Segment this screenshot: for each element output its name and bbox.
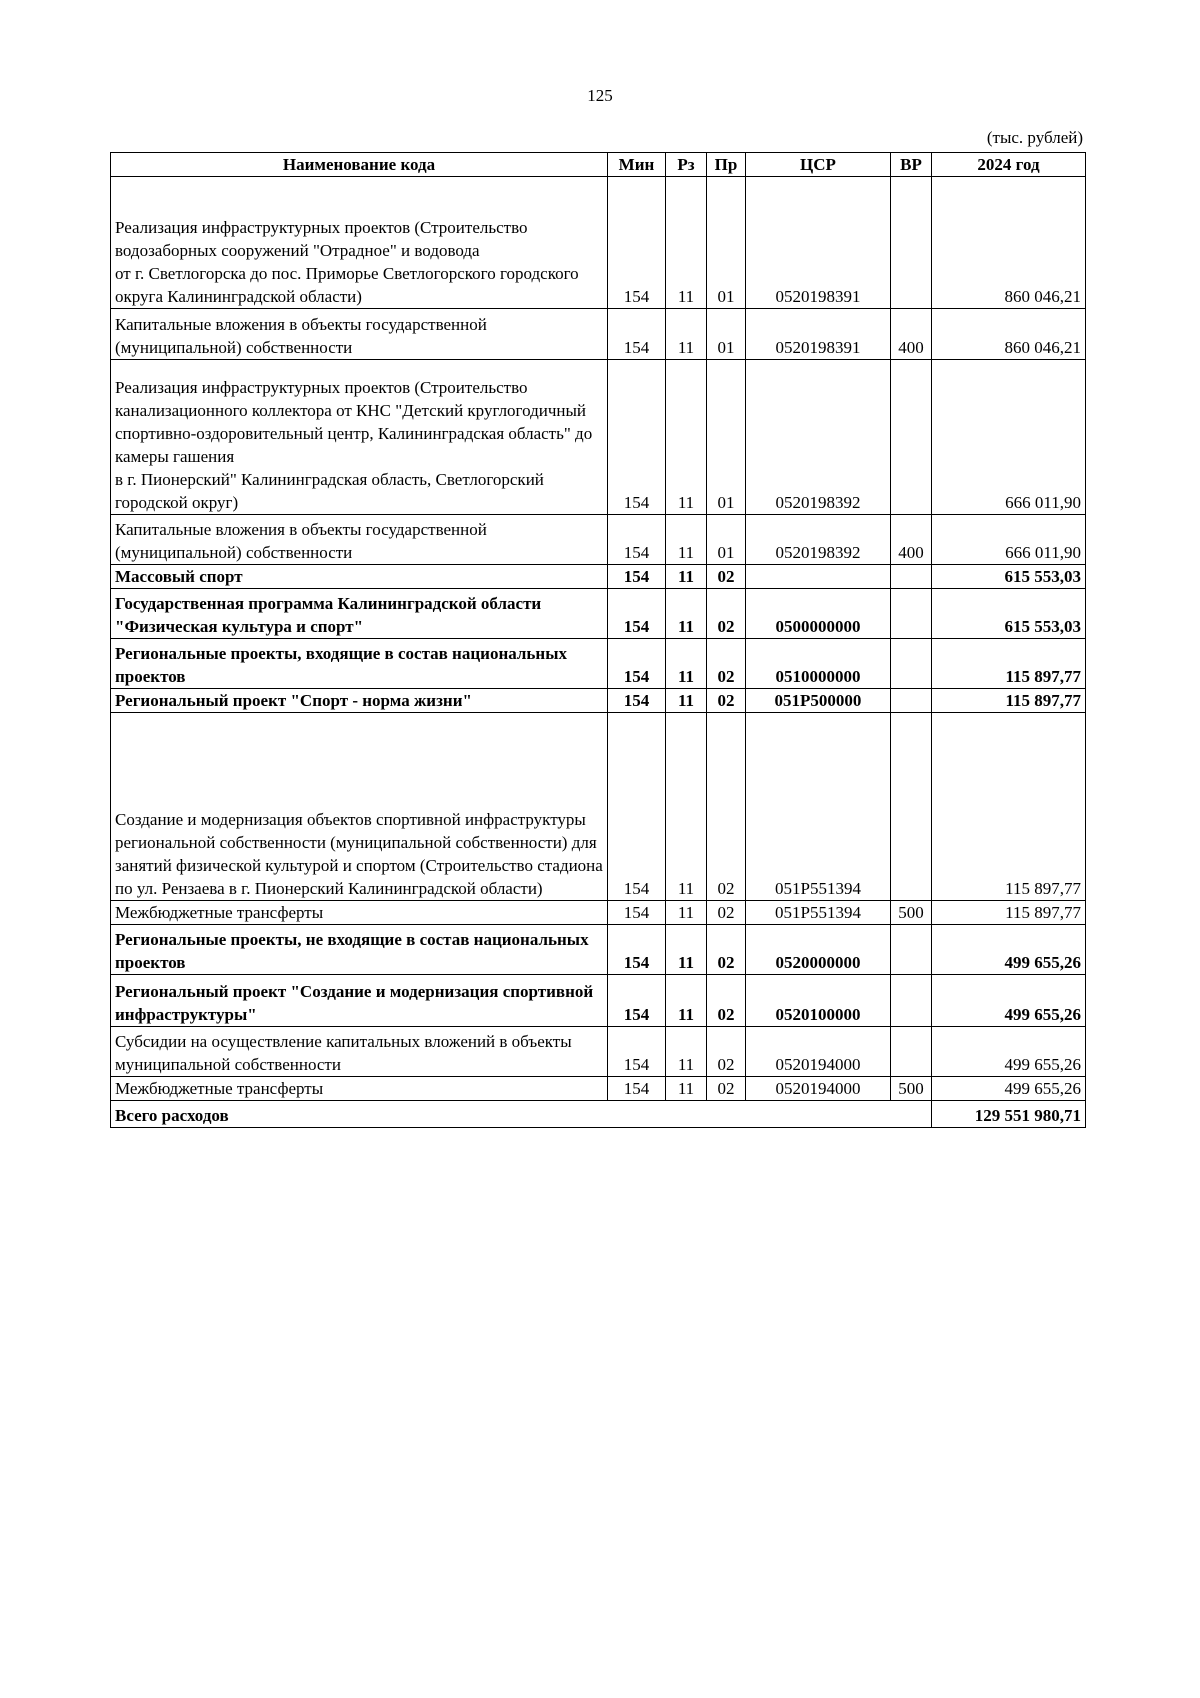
- row-name: Региональные проекты, входящие в состав национальных проектов: [111, 639, 608, 689]
- row-pr: 01: [707, 309, 746, 360]
- row-rz: 11: [666, 360, 707, 515]
- row-rz: 11: [666, 975, 707, 1027]
- row-amount: 499 655,26: [932, 925, 1086, 975]
- row-rz: 11: [666, 713, 707, 901]
- row-pr: 02: [707, 1077, 746, 1101]
- row-rz: 11: [666, 689, 707, 713]
- row-vr: [891, 925, 932, 975]
- row-min: 154: [608, 1027, 666, 1077]
- row-name: Капитальные вложения в объекты государственной (муниципальной) собственности: [111, 309, 608, 360]
- header-name: Наименование кода: [111, 153, 608, 177]
- row-rz: 11: [666, 309, 707, 360]
- row-amount: 115 897,77: [932, 689, 1086, 713]
- row-min: 154: [608, 975, 666, 1027]
- row-amount: 615 553,03: [932, 565, 1086, 589]
- table-header-row: [111, 153, 1086, 177]
- row-csr: 0520194000: [746, 1077, 891, 1101]
- row-name: Региональный проект "Спорт - норма жизни": [111, 689, 608, 713]
- row-csr: 0520198392: [746, 360, 891, 515]
- header-rz: Рз: [666, 153, 707, 177]
- row-csr: 051P551394: [746, 713, 891, 901]
- row-min: 154: [608, 309, 666, 360]
- row-pr: 02: [707, 925, 746, 975]
- row-rz: 11: [666, 515, 707, 565]
- table-row: [111, 565, 1086, 589]
- row-rz: 11: [666, 589, 707, 639]
- header-amount: 2024 год: [932, 153, 1086, 177]
- row-name: Капитальные вложения в объекты государственной (муниципальной) собственности: [111, 515, 608, 565]
- row-min: 154: [608, 925, 666, 975]
- row-min: 154: [608, 1077, 666, 1101]
- row-rz: 11: [666, 901, 707, 925]
- table-row: [111, 1077, 1086, 1101]
- row-name: Межбюджетные трансферты: [111, 1077, 608, 1101]
- row-rz: 11: [666, 565, 707, 589]
- row-amount: 666 011,90: [932, 515, 1086, 565]
- table-row: [111, 1027, 1086, 1077]
- row-csr: 0500000000: [746, 589, 891, 639]
- row-vr: [891, 639, 932, 689]
- row-csr: 0520198391: [746, 177, 891, 309]
- row-pr: 02: [707, 713, 746, 901]
- table-row: [111, 309, 1086, 360]
- row-pr: 01: [707, 360, 746, 515]
- row-pr: 02: [707, 565, 746, 589]
- row-csr: 0510000000: [746, 639, 891, 689]
- table-row: [111, 925, 1086, 975]
- row-vr: [891, 975, 932, 1027]
- table-row: [111, 689, 1086, 713]
- row-vr: [891, 177, 932, 309]
- row-vr: 400: [891, 515, 932, 565]
- row-amount: 615 553,03: [932, 589, 1086, 639]
- row-rz: 11: [666, 639, 707, 689]
- row-min: 154: [608, 639, 666, 689]
- row-pr: 02: [707, 589, 746, 639]
- row-rz: 11: [666, 1077, 707, 1101]
- row-name: Создание и модернизация объектов спортивной инфраструктуры региональной собственности (муниципальной собственности) для занятий физической культурой и спортом (Строительство стадиона по ул. Рензаева в г. Пионерский Калининградской области): [111, 713, 608, 901]
- row-name: Государственная программа Калининградской области "Физическая культура и спорт": [111, 589, 608, 639]
- budget-table: [110, 152, 1086, 1128]
- row-csr: [746, 565, 891, 589]
- row-amount: 499 655,26: [932, 975, 1086, 1027]
- row-vr: [891, 589, 932, 639]
- row-pr: 02: [707, 639, 746, 689]
- row-pr: 02: [707, 1027, 746, 1077]
- row-pr: 02: [707, 689, 746, 713]
- row-name: Региональные проекты, не входящие в состав национальных проектов: [111, 925, 608, 975]
- total-row: [111, 1101, 1086, 1128]
- table-row: [111, 360, 1086, 515]
- row-csr: 0520194000: [746, 1027, 891, 1077]
- row-pr: 01: [707, 177, 746, 309]
- total-label: Всего расходов: [111, 1101, 932, 1128]
- row-rz: 11: [666, 177, 707, 309]
- row-csr: 0520198391: [746, 309, 891, 360]
- header-min: Мин: [608, 153, 666, 177]
- header-pr: Пр: [707, 153, 746, 177]
- row-amount: 115 897,77: [932, 639, 1086, 689]
- row-min: 154: [608, 689, 666, 713]
- table-row: [111, 515, 1086, 565]
- row-name: Субсидии на осуществление капитальных вложений в объекты муниципальной собственности: [111, 1027, 608, 1077]
- row-vr: [891, 689, 932, 713]
- row-name: Массовый спорт: [111, 565, 608, 589]
- table-row: [111, 975, 1086, 1027]
- row-vr: 500: [891, 1077, 932, 1101]
- page-number: 125: [587, 86, 613, 105]
- units-note: (тыс. рублей): [986, 128, 1083, 147]
- row-name: Реализация инфраструктурных проектов (Строительство водозаборных сооружений "Отрадное" и водовода от г. Светлогорска до пос. Приморье Светлогорского городского округа Калининградской области): [111, 177, 608, 309]
- row-amount: 499 655,26: [932, 1077, 1086, 1101]
- row-csr: 0520100000: [746, 975, 891, 1027]
- row-min: 154: [608, 515, 666, 565]
- table-row: [111, 639, 1086, 689]
- row-amount: 666 011,90: [932, 360, 1086, 515]
- row-csr: 0520000000: [746, 925, 891, 975]
- row-rz: 11: [666, 925, 707, 975]
- row-vr: [891, 565, 932, 589]
- row-rz: 11: [666, 1027, 707, 1077]
- row-min: 154: [608, 565, 666, 589]
- row-vr: 500: [891, 901, 932, 925]
- row-vr: [891, 360, 932, 515]
- row-pr: 02: [707, 901, 746, 925]
- total-amount: 129 551 980,71: [932, 1101, 1086, 1128]
- row-vr: [891, 1027, 932, 1077]
- row-amount: 860 046,21: [932, 177, 1086, 309]
- table-row: [111, 589, 1086, 639]
- row-csr: 051P551394: [746, 901, 891, 925]
- row-min: 154: [608, 589, 666, 639]
- row-vr: 400: [891, 309, 932, 360]
- row-csr: 0520198392: [746, 515, 891, 565]
- row-csr: 051P500000: [746, 689, 891, 713]
- row-min: 154: [608, 901, 666, 925]
- row-name: Реализация инфраструктурных проектов (Строительство канализационного коллектора от КНС "Детский круглогодичный спортивно-оздоровительный центр, Калининградская область" до камеры гашения в г. Пионерский" Калининградская область, Светлогорский городской округ): [111, 360, 608, 515]
- table-row: [111, 901, 1086, 925]
- row-amount: 499 655,26: [932, 1027, 1086, 1077]
- row-name: Межбюджетные трансферты: [111, 901, 608, 925]
- row-pr: 01: [707, 515, 746, 565]
- row-vr: [891, 713, 932, 901]
- row-min: 154: [608, 713, 666, 901]
- row-pr: 02: [707, 975, 746, 1027]
- row-name: Региональный проект "Создание и модернизация спортивной инфраструктуры": [111, 975, 608, 1027]
- header-csr: ЦСР: [746, 153, 891, 177]
- row-min: 154: [608, 177, 666, 309]
- row-min: 154: [608, 360, 666, 515]
- table-row: [111, 177, 1086, 309]
- row-amount: 860 046,21: [932, 309, 1086, 360]
- row-amount: 115 897,77: [932, 901, 1086, 925]
- row-amount: 115 897,77: [932, 713, 1086, 901]
- header-vr: ВР: [891, 153, 932, 177]
- table-row: [111, 713, 1086, 901]
